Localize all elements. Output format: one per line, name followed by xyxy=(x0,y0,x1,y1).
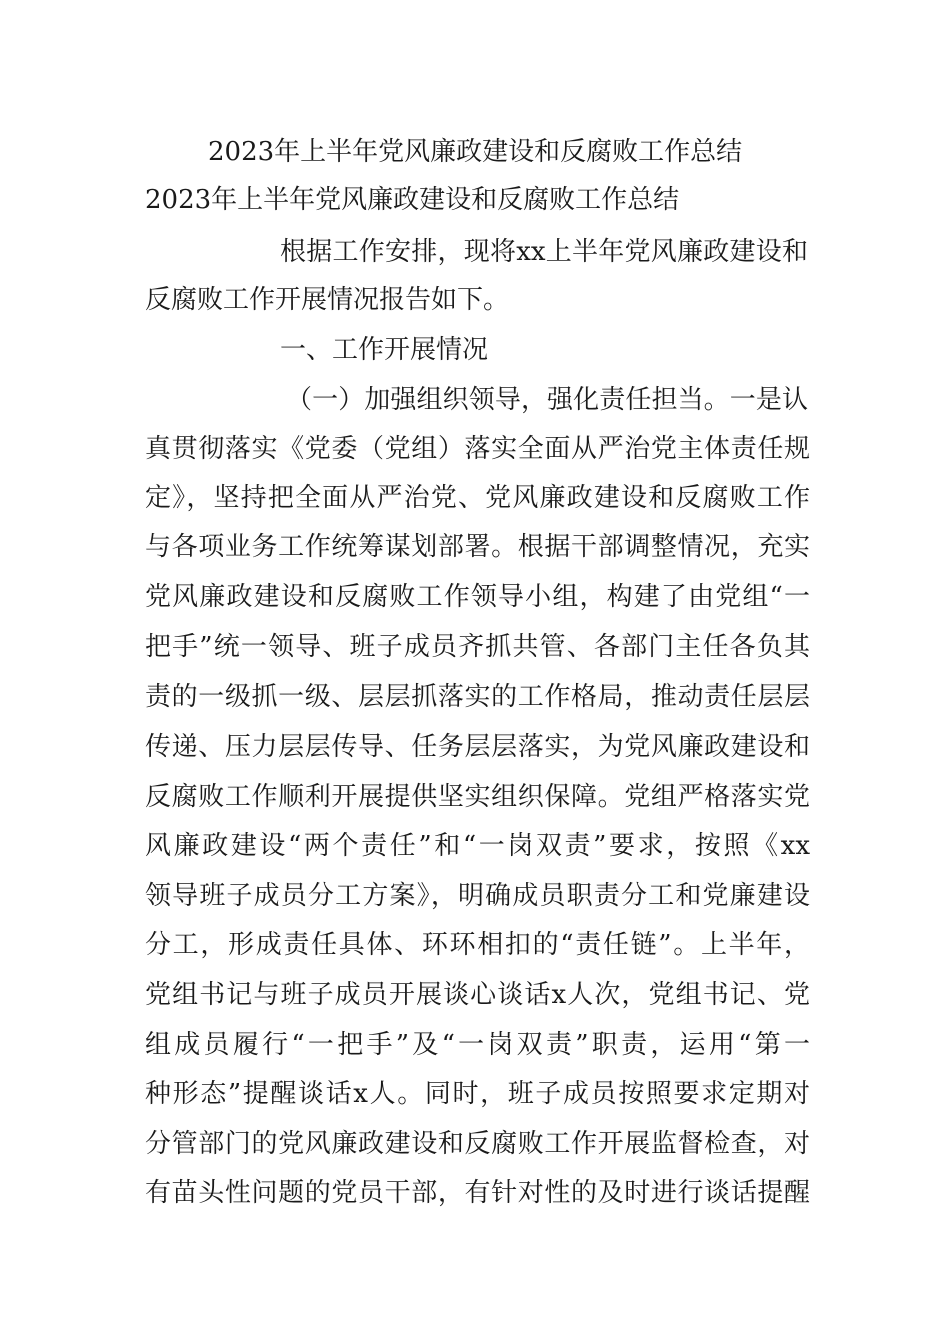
paragraph-line: 党风廉政建设和反腐败工作领导小组，构建了由党组“一 xyxy=(145,582,810,612)
paragraph-line: 分工，形成责任具体、环环相扣的“责任链”。上半年， xyxy=(145,930,810,960)
paragraph-line: 传递、压力层层传导、任务层层落实，为党风廉政建设和 xyxy=(145,732,810,762)
paragraph-line: 分管部门的党风廉政建设和反腐败工作开展监督检查，对 xyxy=(145,1129,810,1159)
document-title: 2023年上半年党风廉政建设和反腐败工作总结 xyxy=(208,137,743,167)
paragraph-line: 风廉政建设“两个责任”和“一岗双责”要求，按照《xx xyxy=(145,831,810,861)
intro-line-2: 反腐败工作开展情况报告如下。 xyxy=(145,285,510,315)
paragraph-line: 把手”统一领导、班子成员齐抓共管、各部门主任各负其 xyxy=(145,632,810,662)
paragraph-line: 领导班子成员分工方案》，明确成员职责分工和党廉建设 xyxy=(145,881,810,911)
paragraph-line: （一）加强组织领导，强化责任担当。一是认 xyxy=(286,385,808,415)
paragraph-line: 组成员履行“一把手”及“一岗双责”职责，运用“第一 xyxy=(145,1030,810,1060)
paragraph-line: 种形态”提醒谈话x人。同时，班子成员按照要求定期对 xyxy=(145,1079,810,1109)
paragraph-line: 定》，坚持把全面从严治党、党风廉政建设和反腐败工作 xyxy=(145,483,810,513)
document-subtitle: 2023年上半年党风廉政建设和反腐败工作总结 xyxy=(145,185,680,215)
paragraph-line: 党组书记与班子成员开展谈心谈话x人次，党组书记、党 xyxy=(145,980,810,1010)
paragraph-line: 反腐败工作顺利开展提供坚实组织保障。党组严格落实党 xyxy=(145,782,810,812)
paragraph-line: 真贯彻落实《党委（党组）落实全面从严治党主体责任规 xyxy=(145,434,810,464)
intro-line-1: 根据工作安排，现将xx上半年党风廉政建设和 xyxy=(280,237,808,267)
paragraph-line: 有苗头性问题的党员干部，有针对性的及时进行谈话提醒 xyxy=(145,1178,810,1208)
paragraph-line: 责的一级抓一级、层层抓落实的工作格局，推动责任层层 xyxy=(145,682,810,712)
paragraph-line: 与各项业务工作统筹谋划部署。根据干部调整情况，充实 xyxy=(145,532,810,562)
section-heading: 一、工作开展情况 xyxy=(280,335,489,365)
